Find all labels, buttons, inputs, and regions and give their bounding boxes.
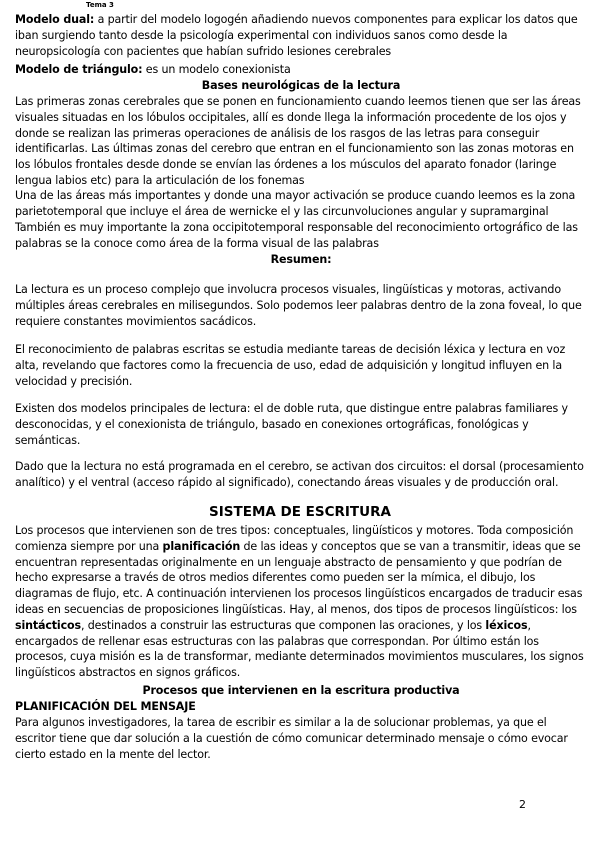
page-number: 2 [519,798,526,811]
escritura-text-2: de las ideas y conceptos que se van a transmitir, ideas que se encuentran representadas originalmente en un lenguaje abstracto de pensamiento y que podrían de hecho expresarse a través de otros medios diferentes como pueden ser la mímica, el dibujo, los diagramas de flujo, etc. A continuación intervienen los procesos lingüísticos encargados de traducir esas ideas en secuencias de proposiciones lingüísticas. Hay, al menos, dos tipos de procesos lingüísticos: los [15,539,583,616]
bases-paragraph-1: Las primeras zonas cerebrales que se ponen en funcionamiento cuando leemos tienen que ser las áreas visuales situadas en los lóbulos occipitales, allí es donde llega la información procedente de los ojos y donde se realizan las primeras operaciones de análisis de los rasgos de las letras para conseguir identificarlas. Las últimas zonas del cerebro que entran en el funcionamiento son las zonas motoras en los lóbulos frontales desde donde se envían las órdenes a los músculos del aparato fonador (laringe lengua labios etc) para la articulación de los fonemas [15,95,581,187]
dual-model-paragraph [15,12,587,59]
bases-paragraph-2: Una de las áreas más importantes y donde una mayor activación se produce cuando leemos es la zona parietotemporal que incluye el área de wernicke el y las circunvoluciones angular y supramarginal [15,189,576,218]
triangle-model-text: es un modelo conexionista [142,63,291,76]
resumen-paragraph-3: Existen dos modelos principales de lectura: el de doble ruta, que distingue entre palabras familiares y desconocidas, y el conexionista de triángulo, basado en conexiones ortográficas, fonológicas y semánticas. [15,402,568,447]
procesos-subheading: Procesos que intervienen en la escritura productiva [142,684,460,697]
topic-label: Tema 3 [86,1,114,9]
planificacion-term: planificación [162,539,241,553]
escritura-text-4: , encargados de rellenar esas estructuras con las palabras que correspondan. Por último están los procesos, cuya misión es la de transformar, mediante determinados movimientos musculares, los signos lingüísticos abstractos en signos gráficos. [15,618,584,680]
escritura-paragraph [15,523,587,681]
dual-model-label: Modelo dual: [15,13,95,26]
triangle-model-paragraph [15,62,587,78]
resumen-paragraph-4: Dado que la lectura no está programada en el cerebro, se activan dos circuitos: el dorsal (procesamiento analítico) y el ventral (acceso rápido al significado), conectando áreas visuales y de producción oral. [15,460,584,489]
resumen-paragraph-2: El reconocimiento de palabras escritas se estudia mediante tareas de decisión léxica y lectura en voz alta, revelando que factores como la frecuencia de uso, edad de adquisición y longitud influyen en la velocidad y precisión. [15,343,566,388]
sintacticos-term: sintácticos [15,618,81,632]
escritura-text-3: , destinados a construir las estructuras que componen las oraciones, y los [80,618,486,632]
resumen-heading: Resumen: [270,253,332,266]
triangle-model-label: Modelo de triángulo: [15,63,143,76]
bases-paragraph-3: También es muy importante la zona occipitotemporal responsable del reconocimiento ortográfico de las palabras se la conoce como área de la forma visual de las palabras [15,221,578,250]
lexicos-term: léxicos [485,618,528,632]
escritura-text-1: Los procesos que intervienen son de tres tipos: conceptuales, lingüísticos y motores. Toda composición comienza siempre por una [15,524,574,553]
escritura-heading: SISTEMA DE ESCRITURA [209,504,391,520]
resumen-paragraph-1: La lectura es un proceso complejo que involucra procesos visuales, lingüísticas y motoras, activando múltiples áreas cerebrales en milisegundos. Solo podemos leer palabras dentro de la zona foveal, lo que requiere constantes movimientos sacádicos. [15,283,582,328]
dual-model-text: a partir del modelo logogén añadiendo nuevos componentes para explicar los datos que iban surgiendo tanto desde la psicología experimental con individuos sanos como desde la neuropsicología con pacientes que habían sufrido lesiones cerebrales [15,13,578,58]
planificacion-paragraph: Para algunos investigadores, la tarea de escribir es similar a la de solucionar problemas, ya que el escritor tiene que dar solución a la cuestión de cómo comunicar determinado mensaje o cómo evocar cierto estado en la mente del lector. [15,716,568,761]
bases-heading: Bases neurológicas de la lectura [201,79,401,92]
planificacion-heading: PLANIFICACIÓN DEL MENSAJE [15,700,196,713]
